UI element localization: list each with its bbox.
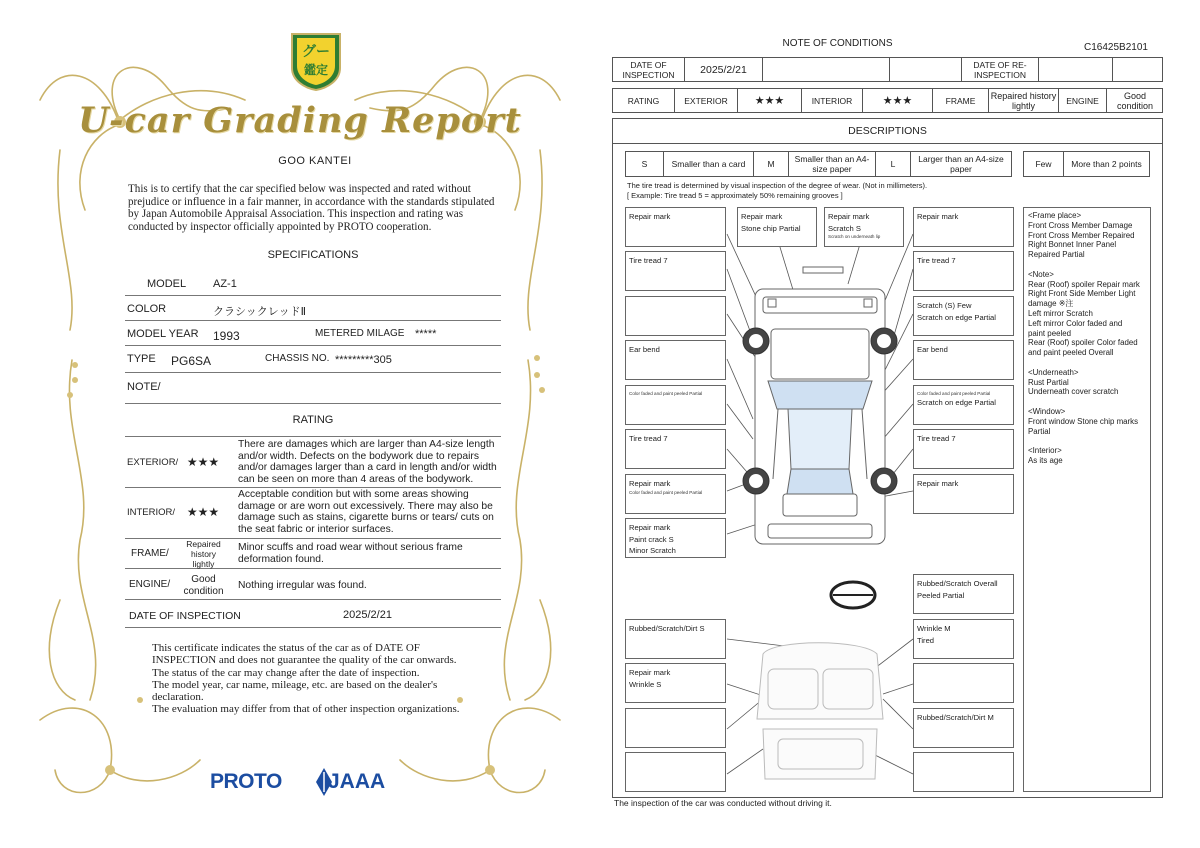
note-text: Repair mark	[741, 212, 783, 221]
model-value: AZ-1	[213, 278, 237, 290]
note-text: Peeled Partial	[917, 590, 965, 600]
note-line: <Note>	[1028, 269, 1054, 279]
note-text: Repair mark	[828, 212, 870, 221]
color-value: クラシックレッドⅡ	[213, 306, 307, 318]
legend-m: M	[754, 152, 789, 176]
note-text: Tire tread 7	[629, 434, 668, 443]
frame-label: FRAME/	[131, 548, 169, 559]
note-line: damage ※注	[1028, 299, 1074, 309]
type-label: TYPE	[127, 353, 156, 365]
note-box	[625, 663, 726, 703]
note-box	[625, 207, 726, 247]
note-text: Tired	[917, 635, 935, 645]
note-line: <Interior>	[1028, 446, 1062, 456]
sheet-id: C16425B2101	[1084, 42, 1148, 53]
rating-heading: RATING	[292, 414, 334, 426]
spec-row-type	[125, 346, 501, 373]
rating-row-frame	[125, 539, 501, 569]
note-box	[625, 340, 726, 380]
model-year-value: 1993	[213, 329, 240, 343]
frame-value: Repaired history lightly	[989, 89, 1059, 112]
engine-value: Good condition	[1116, 90, 1154, 111]
note-line: <Frame place>	[1028, 211, 1082, 220]
spec-row-model	[125, 271, 501, 296]
legend-s-desc: Smaller than a card	[664, 152, 754, 176]
date-of-inspection-label: DATE OF INSPECTION	[613, 58, 685, 81]
note-text: Wrinkle S	[629, 679, 662, 689]
jaaa-logo: JAAA	[328, 770, 386, 793]
note-box	[824, 207, 904, 247]
exterior-label: EXTERIOR	[675, 89, 738, 112]
few-legend	[1023, 151, 1150, 177]
footer-line: The model year, car name, mileage, etc. are based on the dealer's	[152, 678, 438, 691]
legend-few-desc: More than 2 points	[1071, 159, 1142, 169]
note-gap	[1028, 436, 1146, 446]
note-line: Repaired Partial	[1028, 250, 1085, 260]
legend-l-desc: Larger than an A4-size paper	[918, 154, 1004, 174]
interior-label: INTERIOR/	[127, 507, 176, 518]
note-line: Left mirror Color faded and	[1028, 318, 1123, 328]
note-box	[913, 752, 1014, 792]
certificate-title: U-car Grading Report	[78, 100, 522, 141]
rating-row-interior	[125, 488, 501, 539]
note-line: Rear (Roof) spoiler Color faded	[1028, 338, 1138, 348]
note-label: NOTE/	[127, 381, 161, 393]
certificate-subtitle: GOO KANTEI	[278, 155, 352, 167]
note-small-text: Scratch on underneath lip	[828, 234, 881, 239]
note-box	[913, 340, 1014, 380]
note-box	[913, 251, 1014, 291]
metered-milage-label: METERED MILAGE	[315, 328, 405, 339]
note-text: Minor Scratch	[629, 546, 676, 555]
exterior-stars: ★★★	[738, 89, 802, 112]
note-box	[913, 296, 1014, 336]
footer-line: declaration.	[152, 691, 204, 704]
note-text: Rubbed/Scratch/Dirt M	[917, 713, 994, 722]
footer-line: The status of the car may change after the date of inspection.	[152, 666, 420, 679]
date-of-reinspection-value	[1039, 58, 1113, 81]
svg-text:グー: グー	[302, 44, 330, 60]
exterior-label: EXTERIOR/	[127, 457, 179, 468]
note-line: Front Cross Member Repaired	[1028, 230, 1135, 240]
color-label: COLOR	[127, 303, 167, 315]
tread-note	[627, 181, 927, 200]
note-box	[625, 429, 726, 469]
spec-row-year	[125, 321, 501, 346]
note-gap	[1028, 358, 1146, 368]
certificate-intro: This is to certify that the car specified below was inspected and rated without prejudice or influence in a fair manner, in accordance with the standards stipulated by Japan Automobile Appraisal Association. This inspection and rating was conducted by inspector officially appointed by PROTO cooperation.	[128, 183, 495, 233]
rating-row-date	[125, 600, 501, 628]
note-box	[625, 619, 726, 659]
note-text: Tire tread 7	[629, 256, 668, 265]
note-small-text: Color faded and paint peeled Partial	[629, 489, 703, 495]
note-text: Tire tread 7	[917, 434, 956, 443]
date-blank-cell	[763, 58, 890, 81]
note-line: Left mirror Scratch	[1028, 308, 1093, 318]
note-box	[625, 251, 726, 291]
legend-m-desc: Smaller than an A4-size paper	[789, 152, 876, 176]
note-box	[913, 429, 1014, 469]
frame-description: Minor scuffs and road wear without serious frame deformation found.	[238, 542, 463, 565]
model-year-label: MODEL YEAR	[127, 328, 199, 340]
logos	[210, 768, 410, 802]
note-text: Rubbed/Scratch Overall	[917, 579, 998, 588]
note-box	[913, 474, 1014, 514]
note-text: Scratch on edge Partial	[917, 398, 996, 407]
note-box	[913, 574, 1014, 614]
note-gap	[1028, 260, 1146, 270]
note-text: Stone chip Partial	[741, 223, 801, 233]
note-box	[625, 474, 726, 514]
proto-logo: PROTO	[210, 770, 282, 793]
note-box	[625, 385, 726, 425]
date-of-inspection-value: 2025/2/21	[343, 609, 392, 621]
note-box	[625, 296, 726, 336]
note-line: Partial	[1028, 426, 1051, 436]
note-of-conditions-sheet	[600, 0, 1200, 848]
interior-stars: ★★★	[186, 505, 220, 519]
note-text: Repair mark	[629, 212, 671, 221]
type-value: PG6SA	[171, 354, 212, 368]
chassis-value: *********305	[335, 354, 392, 366]
note-text: Repair mark	[629, 479, 671, 488]
rating-row	[612, 88, 1163, 113]
note-line: Front Cross Member Damage	[1028, 220, 1133, 230]
date-row	[612, 57, 1163, 82]
note-line: and paint peeled Overall	[1028, 348, 1114, 358]
chassis-label: CHASSIS NO.	[265, 353, 330, 364]
sheet-title: NOTE OF CONDITIONS	[782, 38, 893, 49]
engine-value: Good condition	[183, 574, 224, 597]
rating-row-engine	[125, 569, 501, 600]
note-line: Right Front Side Member Light	[1028, 289, 1136, 299]
note-box	[913, 619, 1014, 659]
note-line: Rear (Roof) spoiler Repair mark	[1028, 279, 1140, 289]
note-text: Repair mark	[629, 668, 671, 677]
note-text: Paint crack S	[629, 534, 674, 544]
legend-l: L	[876, 152, 911, 176]
note-text: Ear bend	[629, 345, 660, 354]
date-blank-cell	[890, 58, 962, 81]
interior-description: Acceptable condition but with some areas showing damage or are worn out excessively. There may also be damage such as stains, cigarette burns or tears/ cuts on the seat fabric or interior surfaces.	[238, 489, 494, 536]
date-of-inspection-value: 2025/2/21	[685, 58, 763, 81]
metered-milage-value: *****	[415, 328, 437, 340]
note-text: Repair mark	[917, 212, 959, 221]
note-text: Repair mark	[629, 523, 671, 532]
size-legend	[625, 151, 1012, 177]
certificate-footer	[152, 642, 472, 716]
date-of-inspection-label: DATE OF INSPECTION	[129, 610, 241, 622]
note-box	[913, 663, 1014, 703]
exterior-description: There are damages which are larger than A4-size length and/or width. Defects on the bodywork due to repairs and/or damages larger than a card in length and/or width can be seen on more than 4 areas of the bodywork.	[238, 439, 497, 486]
note-text: Rubbed/Scratch/Dirt S	[629, 624, 705, 633]
engine-label: ENGINE/	[129, 579, 171, 590]
note-box	[913, 207, 1014, 247]
descriptions-panel	[612, 118, 1163, 798]
note-text: Repair mark	[917, 479, 959, 488]
note-line: paint peeled	[1028, 328, 1071, 338]
goo-kantei-badge-icon	[286, 30, 346, 92]
note-text: Ear bend	[917, 345, 948, 354]
spec-row-note	[125, 373, 501, 404]
note-box	[737, 207, 817, 247]
model-label: MODEL	[147, 278, 187, 290]
note-text: Wrinkle M	[917, 624, 951, 633]
spec-row-color	[125, 296, 501, 321]
specifications-heading: SPECIFICATIONS	[267, 249, 359, 261]
note-text: Tire tread 7	[917, 256, 956, 265]
note-line: Underneath cover scratch	[1028, 387, 1119, 397]
tread-note-line: The tire tread is determined by visual inspection of the degree of wear. (Not in millimeters).	[627, 181, 928, 190]
interior-label: INTERIOR	[802, 89, 863, 112]
footer-line: This certificate indicates the status of the car as of DATE OF	[152, 642, 420, 654]
legend-few: Few	[1024, 152, 1064, 176]
footer-line: The evaluation may differ from that of other inspection organizations.	[152, 703, 460, 716]
note-box	[913, 385, 1014, 425]
engine-label: ENGINE	[1059, 89, 1107, 112]
note-text: Scratch on edge Partial	[917, 312, 996, 322]
note-small-text: Color faded and paint peeled Partial	[629, 391, 703, 396]
note-line: Rust Partial	[1028, 377, 1069, 387]
rating-label: RATING	[613, 89, 675, 112]
sheet-footer: The inspection of the car was conducted without driving it.	[614, 798, 832, 808]
svg-text:鑑定: 鑑定	[303, 63, 329, 77]
note-text: Scratch (S) Few	[917, 301, 972, 310]
note-line: Front window Stone chip marks	[1028, 416, 1139, 426]
condition-notes-panel	[1023, 207, 1151, 792]
date-blank-cell	[1113, 58, 1163, 81]
note-line: <Window>	[1028, 406, 1066, 416]
frame-value: Repaired history lightly	[186, 539, 221, 569]
note-gap	[1028, 397, 1146, 407]
footer-line: INSPECTION and does not guarantee the quality of the car onwards.	[152, 654, 457, 667]
note-box	[625, 708, 726, 748]
interior-stars: ★★★	[863, 89, 933, 112]
tread-note-line: [ Example: Tire tread 5 = approximately 50% remaining grooves ]	[627, 190, 843, 200]
note-line: Right Bonnet Inner Panel	[1028, 240, 1117, 250]
rating-row-exterior	[125, 436, 501, 488]
note-text: Scratch S	[828, 223, 861, 233]
note-line: <Underneath>	[1028, 367, 1079, 377]
note-box	[625, 518, 726, 558]
exterior-stars: ★★★	[186, 455, 220, 469]
legend-s: S	[626, 152, 664, 176]
note-small-text: Color faded and paint peeled Partial	[917, 391, 991, 396]
note-box	[625, 752, 726, 792]
engine-description: Nothing irregular was found.	[238, 580, 367, 591]
date-of-reinspection-label: DATE OF RE-INSPECTION	[962, 58, 1039, 81]
descriptions-heading: DESCRIPTIONS	[613, 119, 1162, 144]
frame-label: FRAME	[933, 89, 989, 112]
note-line: As its age	[1028, 455, 1063, 465]
note-box	[913, 708, 1014, 748]
